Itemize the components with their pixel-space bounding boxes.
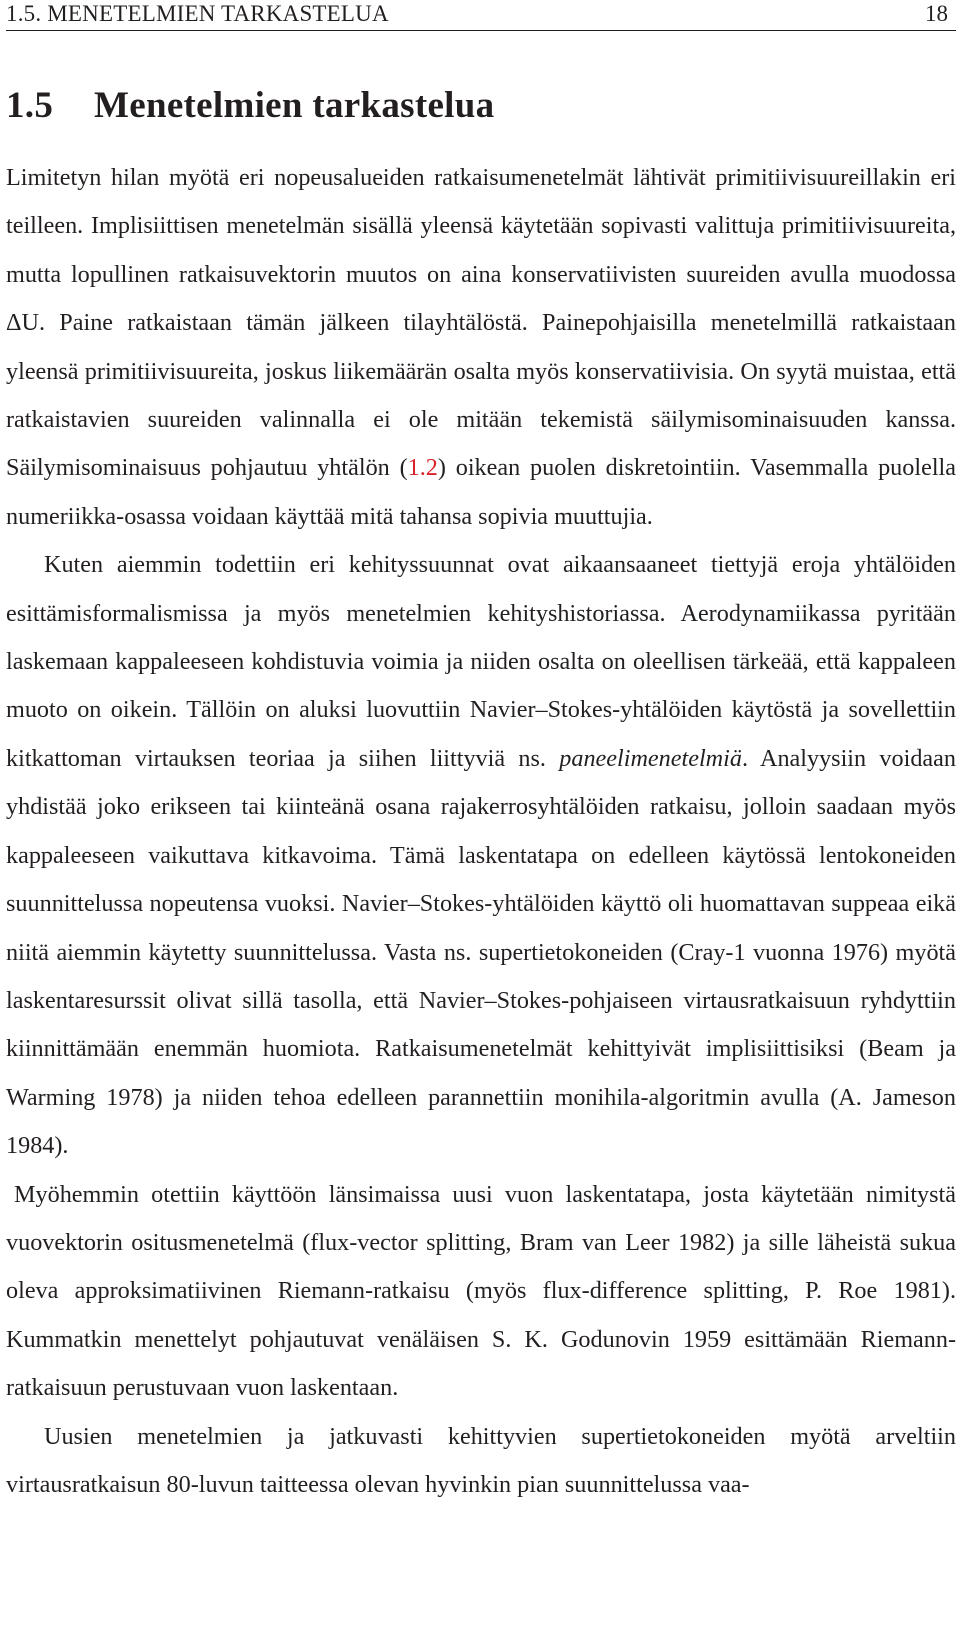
section-heading bbox=[6, 81, 956, 131]
equation-reference-link[interactable]: 1.2 bbox=[407, 454, 438, 482]
section-number: 1.5 bbox=[6, 85, 54, 126]
paragraph-2-text-b: . Analyysiin voidaan yhdistää joko erikseen tai kiinteänä osana rajakerrosyhtälöiden ratkaisu, jolloin saadaan myös kappaleeseen vaikuttava kitkavoima. Tämä laskentatapa on edelleen käytössä lentokoneiden suunnittelussa nopeutensa vuoksi. Navier–Stokes-yhtälöiden käyttö oli huomattavan suppeaa eikä niitä aiemmin käytetty suunnittelussa. Vasta ns. supertietokoneiden (Cray-1 vuonna 1976) myötä laskentaresurssit olivat sillä tasolla, että Navier–Stokes-pohjaiseen virtausratkaisuun ryhdyttiin kiinnittämään enemmän huomiota. Ratkaisumenetelmät kehittyivät implisiittisiksi (Beam ja Warming 1978) ja niiden tehoa edelleen parannettiin monihila-algoritmin avulla (A. Jameson 1984). bbox=[6, 744, 956, 1160]
body-text bbox=[6, 154, 956, 1509]
paragraph-4-text: Uusien menetelmien ja jatkuvasti kehittyvien supertietokoneiden myötä arveltiin virtausratkaisun 80-luvun taitteessa olevan hyvinkin pian suunnittelussa vaa- bbox=[6, 1422, 956, 1498]
document-page bbox=[6, 0, 956, 1509]
section-title: Menetelmien tarkastelua bbox=[94, 85, 495, 126]
paragraph-3-text: Myöhemmin otettiin käyttöön länsimaissa uusi vuon laskentatapa, josta käytetään nimitystä vuovektorin ositusmenetelmä (flux-vector splitting, Bram van Leer 1982) ja sille läheistä sukua oleva approksimatiivinen Riemann-ratkaisu (myös flux-difference splitting, P. Roe 1981). Kummatkin menettelyt pohjautuvat venäläisen S. K. Godunovin 1959 esittämään Riemann-ratkaisuun perustuvaan vuon laskentaan. bbox=[6, 1180, 956, 1402]
paragraph-2 bbox=[6, 541, 956, 1170]
paragraph-1-text-b: ) oikean puolen diskretointiin. Vasemmalla puolella numeriikka-osassa voidaan käyttää mitä tahansa sopivia muuttujia. bbox=[6, 454, 956, 530]
running-header bbox=[6, 0, 956, 31]
paragraph-1 bbox=[6, 154, 956, 541]
header-section-label: 1.5. MENETELMIEN TARKASTELUA bbox=[6, 1, 389, 26]
paragraph-2-emphasis: paneelimenetelmiä bbox=[559, 744, 742, 772]
header-page-number: 18 bbox=[925, 1, 948, 26]
paragraph-1-text-a: Limitetyn hilan myötä eri nopeusalueiden ratkaisumenetelmät lähtivät primitiivisuureillakin eri teilleen. Implisiittisen menetelmän sisällä yleensä käytetään sopivasti valittuja primitiivisuureita, mutta lopullinen ratkaisuvektorin muutos on aina konservatiivisten suureiden avulla muodossa ΔU. Paine ratkaistaan tämän jälkeen tilayhtälöstä. Painepohjaisilla menetelmillä ratkaistaan yleensä primitiivisuureita, joskus liikemäärän osalta myös konservatiivisia. On syytä muistaa, että ratkaistavien suureiden valinnalla ei ole mitään tekemistä säilymisominaisuuden kanssa. Säilymisominaisuus pohjautuu yhtälön ( bbox=[6, 164, 956, 482]
paragraph-4 bbox=[6, 1413, 956, 1510]
paragraph-2-text-a: Kuten aiemmin todettiin eri kehityssuunnat ovat aikaansaaneet tiettyjä eroja yhtälöiden esittämisformalismissa ja myös menetelmien kehityshistoriassa. Aerodynamiikassa pyritään laskemaan kappaleeseen kohdistuvia voimia ja niiden osalta on oleellisen tärkeää, että kappaleen muoto on oikein. Tällöin on aluksi luovuttiin Navier–Stokes-yhtälöiden käytöstä ja sovellettiin kitkattoman virtauksen teoriaa ja siihen liittyviä ns. bbox=[6, 551, 956, 772]
paragraph-3 bbox=[6, 1171, 956, 1413]
